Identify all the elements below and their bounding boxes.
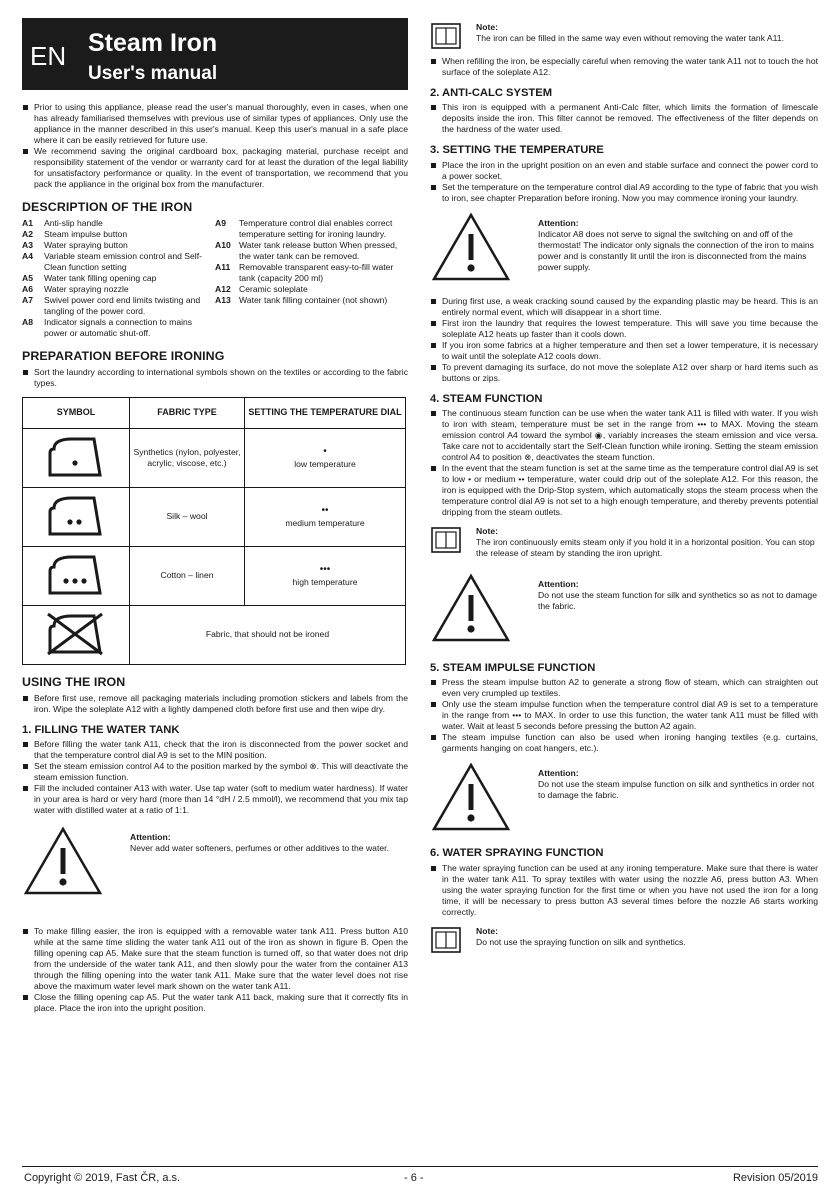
document-subtitle: User's manual xyxy=(88,63,218,84)
part-id: A3 xyxy=(22,239,33,250)
part-id: A13 xyxy=(215,294,231,305)
part-row xyxy=(22,273,215,284)
iron-symbol-cell xyxy=(23,487,130,546)
attention-box xyxy=(430,762,818,832)
note-label: Note: xyxy=(476,525,498,536)
description-heading: DESCRIPTION OF THE IRON xyxy=(22,200,193,214)
note-box xyxy=(430,22,818,50)
note-label: Note: xyxy=(476,22,498,32)
part-description: Anti-slip handle xyxy=(44,217,103,228)
attention-box xyxy=(430,573,818,643)
parts-column-left xyxy=(22,218,215,339)
section-2-heading: 2. ANTI-CALC SYSTEM xyxy=(430,87,553,99)
section-1-list xyxy=(22,739,408,816)
attention-content xyxy=(512,212,818,282)
section-5-list xyxy=(430,677,818,754)
attention-label: Attention: xyxy=(538,768,579,779)
part-description: Swivel power cord end limits twisting and tangling of the power cord. xyxy=(44,294,201,316)
part-description: Water tank release button When pressed, the water tank can be removed. xyxy=(239,239,398,261)
section-6-item: The water spraying function can be used at any ironing temperature. Make sure that there is water in the water tank A11. To spray textiles with water using the nozzle A6, press button A3. When using the water spraying function for the first time or when you have not used the iron for a long time, it will be necessary to press button A3 several times before the nozzle A6 starts working correctly. xyxy=(430,863,818,918)
section-1-list-2 xyxy=(22,926,408,1014)
fabric-type-cell: Synthetics (nylon, polyester, acrylic, viscose, etc.) xyxy=(130,428,245,487)
note-box xyxy=(430,526,818,559)
part-description: Water tank filling opening cap xyxy=(44,272,157,283)
table-header-symbol: SYMBOL xyxy=(23,397,130,428)
section-3-item: First iron the laundry that requires the lowest temperature. This will save you time because the soleplate A12 heats up faster than it cools down. xyxy=(430,318,818,340)
preparation-item: Sort the laundry according to international symbols shown on the textiles or according to the fabric types. xyxy=(22,367,408,389)
part-row xyxy=(215,295,408,306)
note-text: Do not use the spraying function on silk and synthetics. xyxy=(476,936,686,947)
book-note-icon xyxy=(430,926,462,954)
section-4-list xyxy=(430,408,818,518)
temperature-label: low temperature xyxy=(294,458,356,469)
attention-text: Do not use the steam function for silk and synthetics so as not to damage the fabric. xyxy=(538,589,817,611)
attention-text: Never add water softeners, perfumes or other additives to the water. xyxy=(130,842,389,853)
table-row xyxy=(23,546,406,605)
preparation-list xyxy=(22,367,408,389)
table-row xyxy=(23,487,406,546)
table-header-fabric: FABRIC TYPE xyxy=(130,397,245,428)
left-column xyxy=(22,18,408,1014)
parts-column-right xyxy=(215,218,408,339)
no-iron-cell: Fabric, that should not be ironed xyxy=(130,605,406,664)
note-text: The iron continuously emits steam only if you hold it in a horizontal position. You can stop the release of steam by standing the iron upright. xyxy=(476,536,815,558)
using-list xyxy=(22,693,408,715)
temperature-dots: • xyxy=(323,445,327,457)
intro-list xyxy=(22,102,408,190)
section-5-item: Only use the steam impulse function when the temperature control dial A9 is set to a temperature in the range from ••• to MAX. In order to use this function, the water tank A11 must be filled with water. Wait at least 5 seconds before pressing the button A2 again. xyxy=(430,699,818,732)
section-1-item: Set the steam emission control A4 to the position marked by the symbol ⊗. This will deactivate the steam emission function. xyxy=(22,761,408,783)
part-description: Water spraying nozzle xyxy=(44,283,129,294)
part-row xyxy=(215,240,408,262)
warning-icon xyxy=(430,212,512,282)
part-row xyxy=(22,218,215,229)
parts-list xyxy=(22,218,408,339)
language-code: EN xyxy=(30,41,67,71)
attention-label: Attention: xyxy=(538,217,579,228)
section-3-item: To prevent damaging its surface, do not move the soleplate A12 over sharp or hard items such as buttons or zips. xyxy=(430,362,818,384)
temperature-cell xyxy=(245,546,406,605)
section-3-item: During first use, a weak cracking sound caused by the expanding plastic may be heard. This is an entirely normal event, which will disappear in a short time. xyxy=(430,296,818,318)
footer-page-number: - 6 - xyxy=(404,1172,424,1184)
note-content xyxy=(476,526,818,559)
section-1-item: Fill the included container A13 with water. Use tap water (soft to medium water hardness). If water in your area is hard or very hard (more than 14 °dH / 2.5 mmol/l), we recommend that you mix tap water with distilled water at a ratio of 1:1. xyxy=(22,783,408,816)
title-banner xyxy=(22,18,408,90)
do-not-iron-icon xyxy=(44,610,108,656)
part-row xyxy=(22,229,215,240)
refill-list xyxy=(430,56,818,78)
attention-label: Attention: xyxy=(130,831,171,842)
part-id: A10 xyxy=(215,239,231,250)
attention-box xyxy=(430,212,818,282)
note-content xyxy=(476,926,818,954)
part-row xyxy=(22,284,215,295)
book-note-icon xyxy=(430,526,462,554)
part-id: A2 xyxy=(22,228,33,239)
section-4-heading: 4. STEAM FUNCTION xyxy=(430,392,543,405)
section-1-item: Close the filling opening cap A5. Put the water tank A11 back, making sure that it correctly fits in place. Place the iron into the upright position. xyxy=(22,992,408,1014)
temperature-label: high temperature xyxy=(292,576,358,587)
table-header-temperature: SETTING THE TEMPERATURE DIAL xyxy=(245,397,406,428)
temperature-cell xyxy=(245,487,406,546)
part-description: Temperature control dial enables correct temperature setting for ironing laundry. xyxy=(239,217,393,239)
section-3-item: Place the iron in the upright position on an even and stable surface and connect the power cord to a power socket. xyxy=(430,160,818,182)
part-description: Removable transparent easy-to-fill water tank (capacity 200 ml) xyxy=(239,261,394,283)
part-description: Water tank filling container (not shown) xyxy=(239,294,388,305)
intro-item: We recommend saving the original cardboard box, packaging material, purchase receipt and responsibility statement of the vendor or warranty card for at least the duration of the legal liability for unsatisfactory performance or quality. In the event of transportation, we recommend that you pack the appliance in the original box from the manufacturer. xyxy=(22,146,408,190)
refill-item: When refilling the iron, be especially careful when removing the water tank A11 not to touch the hot surface of the soleplate A12. xyxy=(430,56,818,78)
footer-divider xyxy=(22,1166,818,1167)
using-heading: USING THE IRON xyxy=(22,674,126,689)
attention-content xyxy=(512,762,818,832)
attention-label: Attention: xyxy=(538,578,579,589)
part-id: A6 xyxy=(22,283,33,294)
part-id: A12 xyxy=(215,283,231,294)
section-3-list-2 xyxy=(430,296,818,384)
part-id: A8 xyxy=(22,316,33,327)
section-3-item: Set the temperature on the temperature control dial A9 according to the type of fabric that you wish to iron, see chapter Preparation before ironing. Now you may commence ironing your laundry. xyxy=(430,182,818,204)
section-6-list xyxy=(430,863,818,918)
warning-icon xyxy=(430,573,512,643)
part-row xyxy=(22,251,215,273)
section-2-list xyxy=(430,102,818,135)
section-5-heading: 5. STEAM IMPULSE FUNCTION xyxy=(430,661,596,674)
right-column xyxy=(430,18,818,958)
temperature-label: medium temperature xyxy=(285,517,365,528)
iron-one-dot-icon xyxy=(44,433,108,479)
part-row xyxy=(22,295,215,317)
part-id: A4 xyxy=(22,250,33,261)
iron-symbol-cell xyxy=(23,605,130,664)
section-3-heading: 3. SETTING THE TEMPERATURE xyxy=(430,144,604,157)
iron-symbol-cell xyxy=(23,428,130,487)
attention-text: Indicator A8 does not serve to signal the switching on and off of the thermostat! The indicator only signals the connection of the iron to mains power and is constantly lit until the iron is disconnected from the mains power supply. xyxy=(538,228,814,272)
part-description: Ceramic soleplate xyxy=(239,283,308,294)
part-id: A9 xyxy=(215,217,226,228)
attention-content xyxy=(512,573,818,643)
intro-item: Prior to using this appliance, please read the user's manual thoroughly, even in cases, when one has already familiarised themselves with previous use of similar types of appliances. Only use the appliance in the manner described in this user's manual. Keep this user's manual in a safe place where it can be easily retrieved for future use. xyxy=(22,102,408,146)
iron-three-dots-icon xyxy=(44,551,108,597)
temperature-dots: •• xyxy=(321,504,329,516)
part-row xyxy=(22,240,215,251)
book-note-icon xyxy=(430,22,462,50)
fabric-type-cell: Silk – wool xyxy=(130,487,245,546)
note-text: The iron can be filled in the same way even without removing the water tank A11. xyxy=(476,33,784,43)
iron-symbol-cell xyxy=(23,546,130,605)
section-1-heading: 1. FILLING THE WATER TANK xyxy=(22,723,180,736)
attention-box xyxy=(22,826,408,896)
part-row xyxy=(215,284,408,295)
note-content xyxy=(476,22,818,50)
attention-content xyxy=(104,826,408,896)
note-label: Note: xyxy=(476,925,498,936)
section-5-item: Press the steam impulse button A2 to generate a strong flow of steam, which can straighten out even very crumpled up textiles. xyxy=(430,677,818,699)
section-1-item: Before filling the water tank A11, check that the iron is disconnected from the power socket and that the temperature control dial A9 is set to the MIN position. xyxy=(22,739,408,761)
table-row xyxy=(23,605,406,664)
section-2-item: This iron is equipped with a permanent Anti-Calc filter, which limits the formation of limescale deposits inside the iron. This filter cannot be removed. The effectiveness of the filter depends on the hardness of the water used. xyxy=(430,102,818,135)
part-description: Indicator signals a connection to mains power or automatic shut-off. xyxy=(44,316,193,338)
part-id: A11 xyxy=(215,261,231,272)
warning-icon xyxy=(22,826,104,896)
temperature-cell xyxy=(245,428,406,487)
footer-copyright: Copyright © 2019, Fast ČR, a.s. xyxy=(24,1172,181,1184)
fabric-symbol-table xyxy=(22,397,406,665)
part-id: A5 xyxy=(22,272,33,283)
section-4-item: In the event that the steam function is set at the same time as the temperature control dial A9 is set to low • or medium •• temperature, water could drip out of the soleplate A12. For this reason, the iron is equipped with the Drip-Stop system, which automatically stops the steam process when the temperature control dial A9 is not set to a high enough temperature, and thereby prevents potential dripping from the steam outlets. xyxy=(430,463,818,518)
using-item: Before first use, remove all packaging materials including promotion stickers and labels from the iron. Wipe the soleplate A12 with a lightly dampened cloth before first use and then wipe dry. xyxy=(22,693,408,715)
fabric-type-cell: Cotton – linen xyxy=(130,546,245,605)
part-id: A1 xyxy=(22,217,33,228)
part-description: Steam impulse button xyxy=(44,228,128,239)
section-4-item: The continuous steam function can be use when the water tank A11 is filled with water. If you wish to iron with steam, temperature must be set in the range from ••• to MAX. Moving the steam emission control A4 toward the symbol ◉, variably increases the steam emission and vice versa. Take care not to accidentally start the Self-Clean function while ironing. Setting the steam emission control A4 to position ⊗, deactivates the steam function. xyxy=(430,408,818,463)
section-3-list xyxy=(430,160,818,204)
note-box xyxy=(430,926,818,954)
section-6-heading: 6. WATER SPRAYING FUNCTION xyxy=(430,847,604,860)
section-5-item: The steam impulse function can also be used when ironing hanging textiles (e.g. curtains, garments hanging on coat hangers, etc.). xyxy=(430,732,818,754)
part-description: Water spraying button xyxy=(44,239,128,250)
part-description: Variable steam emission control and Self-Clean function setting xyxy=(44,250,202,272)
part-row xyxy=(215,218,408,240)
document-title: Steam Iron xyxy=(88,29,218,57)
section-1-item: To make filling easier, the iron is equipped with a removable water tank A11. Press button A10 while at the same time sliding the water tank A11 out of the iron as shown in figure B. Open the filling opening cap A5. Make sure that the steam function is turned off, so that water does not drip from the underside of the water tank A11, and then slowly pour the water from the container A13 through the filling opening into the water tank A11. Make sure that the water level does not rise above the maximum water level mark shown on the water tank A11. xyxy=(22,926,408,992)
part-row xyxy=(22,317,215,339)
warning-icon xyxy=(430,762,512,832)
footer-revision: Revision 05/2019 xyxy=(732,1172,818,1184)
attention-text: Do not use the steam impulse function on silk and synthetics in order not to damage the fabric. xyxy=(538,779,815,801)
preparation-heading: PREPARATION BEFORE IRONING xyxy=(22,348,225,363)
part-row xyxy=(215,262,408,284)
temperature-dots: ••• xyxy=(319,563,331,575)
iron-two-dots-icon xyxy=(44,492,108,538)
section-3-item: If you iron some fabrics at a higher temperature and then set a lower temperature, it is necessary to wait until the soleplate A12 cools down. xyxy=(430,340,818,362)
table-row xyxy=(23,428,406,487)
part-id: A7 xyxy=(22,294,33,305)
